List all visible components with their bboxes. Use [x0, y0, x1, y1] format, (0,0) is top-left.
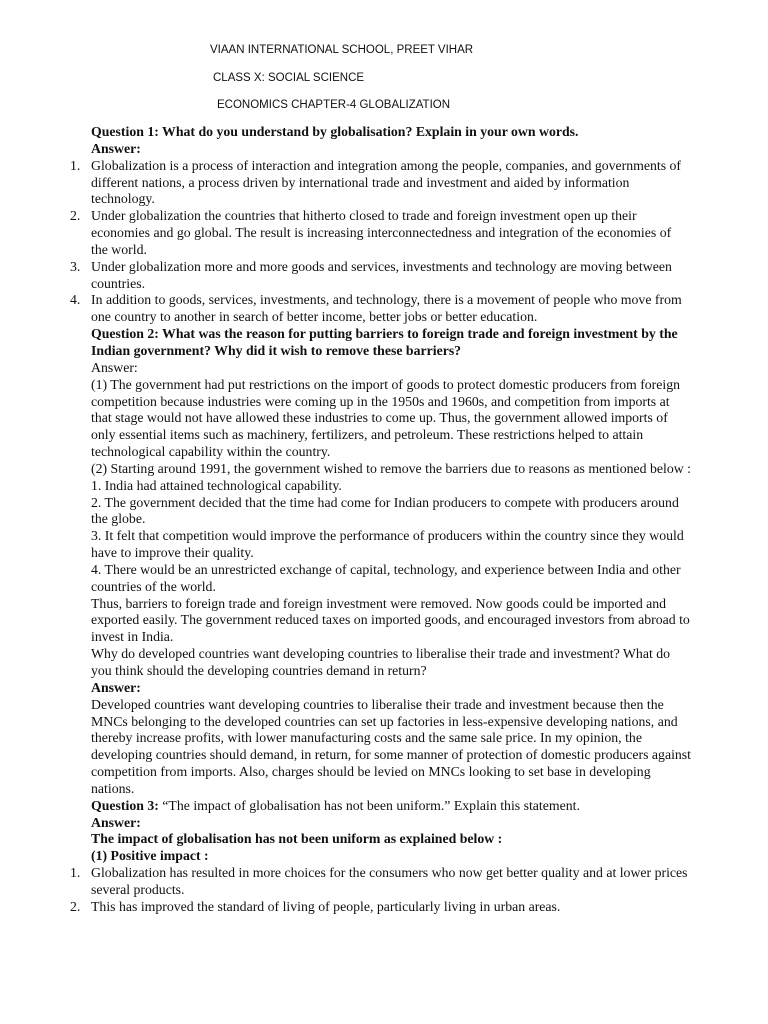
reason-item: 3. It felt that competition would improve the performance of producers within the country since they would have to improve their quality. — [91, 528, 684, 561]
list-text: In addition to goods, services, investments, and technology, there is a movement of people who move from one country to another in search of better income, better jobs or better education. — [91, 292, 682, 325]
question-2: Question 2: What was the reason for putting barriers to foreign trade and foreign investment by the Indian government? Why did it wish to remove these barriers? — [91, 326, 678, 358]
class-subject: CLASS X: SOCIAL SCIENCE — [213, 71, 365, 84]
chapter-title: ECONOMICS CHAPTER-4 GLOBALIZATION — [217, 99, 451, 111]
reason-item: 2. The government decided that the time had come for Indian producers to compete with producers around the globe. — [91, 494, 679, 527]
paragraph: (2) Starting around 1991, the government wished to remove the barriers due to reasons as mentioned below : — [91, 460, 692, 476]
paragraph: Developed countries want developing countries to liberalise their trade and investment because then the MNCs belonging to the developed countries can set up factories in less-expensive developing nations, and thereby increase profits, with lower manufacturing costs and the same sale price. In my opinion, the developing countries should demand, in return, for some manner of protection of domestic producers against competition from imports. Also, charges should be levied on MNCs looking to set base in developing nations. — [91, 696, 692, 796]
list-number: 1. — [70, 157, 81, 173]
question-1: Question 1: What do you understand by globalisation? Explain in your own words. — [91, 124, 579, 139]
list-number: 1. — [70, 865, 81, 881]
list-text: This has improved the standard of living of people, particularly living in urban areas. — [91, 898, 561, 914]
list-item — [70, 157, 691, 209]
answer-label: Answer: — [91, 140, 141, 156]
question-3-text: “The impact of globalisation has not been uniform.” Explain this statement. — [158, 797, 580, 813]
list-number: 4. — [70, 292, 81, 308]
question-3-label: Question 3: — [91, 797, 159, 813]
paragraph: Thus, barriers to foreign trade and foreign investment were removed. Now goods could be imported and exported easily. The government reduced taxes on imported goods, and encouraged investors from abroad to invest in India. — [91, 595, 690, 645]
school-name: VIAAN INTERNATIONAL SCHOOL, PREET VIHAR — [210, 44, 474, 56]
answer-label: Answer: — [91, 814, 141, 830]
paragraph: (1) The government had put restrictions on the import of goods to protect domestic producers from foreign competition because industries were coming up in the 1950s and 1960s, and competition from imports at that stage would not have allowed these industries to come up. Thus, the government allowed imports of only essential items such as machinery, fertilizers, and petroleum. These restrictions helped to attain technological capability within the country. — [91, 376, 681, 460]
list-number: 2. — [70, 898, 81, 914]
section-heading: The impact of globalisation has not been uniform as explained below : — [91, 831, 503, 847]
document-body — [70, 124, 692, 916]
answer-label: Answer: — [91, 359, 138, 375]
question-developed-countries: Why do developed countries want developing countries to liberalise their trade and investment? What do you think should the developing countries demand in return? — [91, 646, 671, 678]
list-text: Globalization is a process of interaction and integration among the people, companies, and governments of different nations, a process driven by international trade and investment and aided by information technology. — [91, 157, 682, 207]
question-3 — [91, 798, 691, 815]
list-item — [70, 208, 691, 259]
subsection-heading: (1) Positive impact : — [91, 848, 209, 864]
document-header — [0, 44, 768, 127]
list-item — [70, 898, 691, 916]
list-text: Under globalization more and more goods and services, investments and technology are moving between countries. — [91, 258, 672, 291]
reason-item: 1. India had attained technological capability. — [91, 477, 342, 493]
list-text: Globalization has resulted in more choices for the consumers who now get better quality and at lower prices several products. — [91, 865, 688, 897]
list-item — [70, 258, 691, 293]
list-text: Under globalization the countries that hitherto closed to trade and foreign investment open up their economies and go global. The result is increasing interconnectedness and integration of the economies of the world. — [91, 208, 672, 257]
list-item — [70, 292, 691, 326]
list-item — [70, 865, 691, 899]
answer-label: Answer: — [91, 679, 141, 695]
reason-item: 4. There would be an unrestricted exchange of capital, technology, and experience between India and other countries of the world. — [91, 561, 681, 594]
list-number: 2. — [70, 208, 81, 224]
list-number: 3. — [70, 258, 81, 274]
